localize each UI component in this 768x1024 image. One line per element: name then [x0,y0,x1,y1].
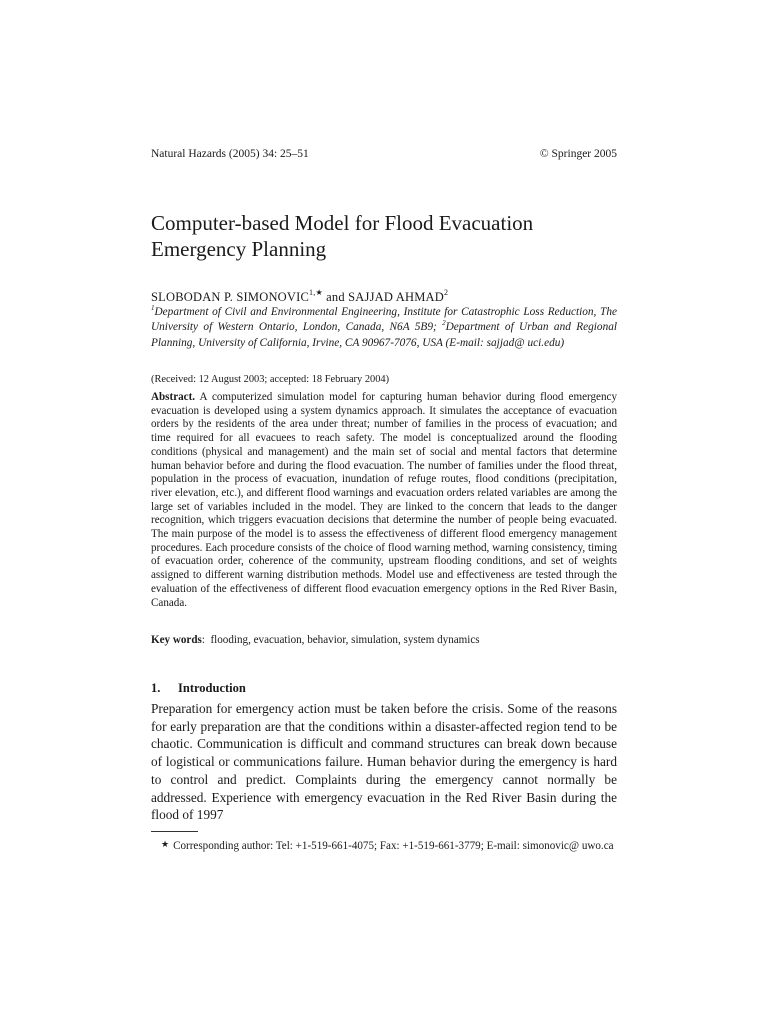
author-affiliation-mark: 1,★ [309,288,323,297]
author-name: SLOBODAN P. SIMONOVIC [151,290,310,304]
footnote [151,836,617,854]
affiliation-mark: 1 [151,304,155,312]
section-number: 1. [151,681,161,695]
body-paragraph: Preparation for emergency action must be taken before the crisis. Some of the reasons for early preparation are that the conditions within a disaster-affected region tend to be chaotic. Communication is difficult and command structures can break down because of logistical or communications failure. Human behavior during the emergency is hard to control and predict. Complaints during the emergency cannot normally be addressed. Experience with emergency evacuation in the Red River Basin during the flood of 1997 [151,701,617,823]
section-heading [151,680,617,696]
journal-citation: Natural Hazards (2005) 34: 25–51 [151,148,309,160]
footnote-divider [151,831,198,832]
abstract [151,391,617,610]
affiliation-text: Department of Urban and Regional Planning, University of California, Irvine, CA 90967-7076, USA (E-mail: sajjad@ uci.edu) [151,321,618,349]
footnote-text: Corresponding author: Tel: +1-519-661-4075; Fax: +1-519-661-3779; E-mail: simonovic@ uwo.ca [173,840,614,852]
paper-title: Computer-based Model for Flood Evacuation Emergency Planning [151,211,534,261]
section-title: Introduction [178,681,246,695]
author-line [151,289,617,305]
author-connector: and [322,290,349,304]
footnote-mark: ★ [161,839,170,849]
abstract-text: A computerized simulation model for capturing human behavior during flood emergency evacuation is developed using a system dynamics approach. It simulates the acceptance of evacuation orders by the residents of the area under threat; number of families in the process of evacuation; and time required for all evacuees to reach safety. The model is conceptualized around the flooding conditions (physical and management) and the main set of social and mental factors that determine human behavior before and during the flood evacuation. The number of families under the flood threat, population in the process of evacuation, inundation of refuge routes, flood conditions (precipitation, river elevation, etc.), and different flood warnings and evacuation orders related variables are among the large set of variables included in the model. They are linked to the concern that leads to the danger recognition, which triggers evacuation decisions that determine the number of people being evacuated. The main purpose of the model is to assess the effectiveness of different flood emergency management procedures. Each procedure consists of the choice of flood warning method, warning consistency, timing of evacuation order, coherence of the community, upstream flooding conditions, and set of weights assigned to different warning distribution methods. Model use and effectiveness are tested through the evaluation of the effectiveness of different flood evacuation emergency options in the Red River Basin, Canada. [151,391,617,609]
author-name: SAJJAD AHMAD [348,290,444,304]
affiliation-mark: 2 [442,319,446,328]
received-dates: (Received: 12 August 2003; accepted: 18 February 2004) [151,374,390,385]
keywords-text: : flooding, evacuation, behavior, simulation, system dynamics [201,634,480,646]
affiliation-text: Department of Civil and Environmental Engineering, Institute for Catastrophic Loss Reduction, The University of Western Ontario, London, Canada, N6A 5B9; [151,306,617,334]
running-head [151,146,617,162]
keywords-label: Key words [151,634,202,646]
keywords [151,633,617,647]
affiliations [151,305,617,351]
author-affiliation-mark: 2 [443,288,449,297]
copyright-notice: © Springer 2005 [539,148,617,160]
abstract-label: Abstract. [151,391,196,403]
